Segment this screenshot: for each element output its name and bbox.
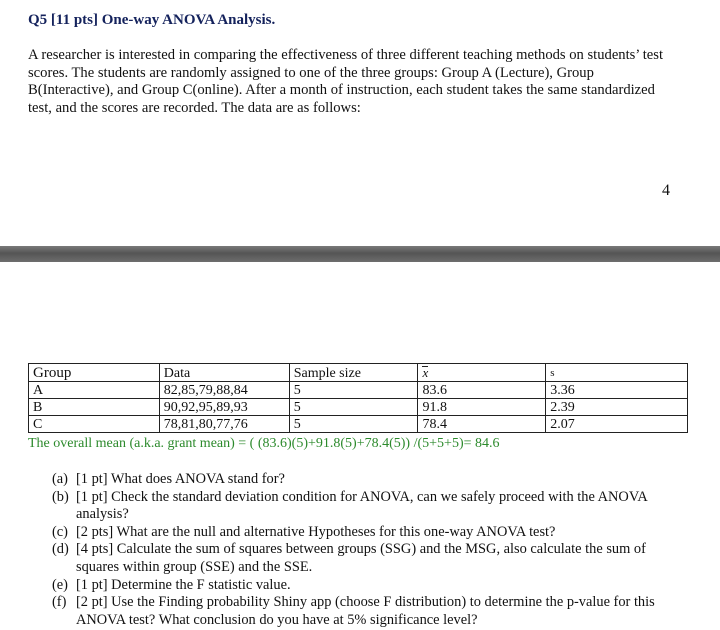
list-item <box>52 577 672 595</box>
intro-paragraph: A researcher is interested in comparing the effectiveness of three different teaching methods on students’ test scores. The students are randomly assigned to one of the three groups: Group A (Lecture), Group B(Interactive), and Group C(online). After a month of instruction, each student takes the same standardized test, and the scores are recorded. The data are as follows: <box>28 47 664 116</box>
cell-sample-size: 5 <box>289 399 418 416</box>
item-marker: (b) <box>52 488 69 505</box>
list-item <box>52 471 672 489</box>
data-table <box>28 363 688 433</box>
cell-sd: 3.36 <box>546 382 688 399</box>
header-data: Data <box>159 364 289 382</box>
header-mean <box>418 364 546 382</box>
cell-sample-size: 5 <box>289 382 418 399</box>
cell-mean: 91.8 <box>418 399 546 416</box>
cell-group: A <box>29 382 160 399</box>
list-item <box>52 489 672 524</box>
cell-mean: 78.4 <box>418 416 546 433</box>
x-bar-symbol: x <box>422 365 429 380</box>
item-marker: (f) <box>52 594 67 611</box>
question-list <box>52 471 672 629</box>
cell-data: 78,81,80,77,76 <box>159 416 289 433</box>
page-number: 4 <box>662 182 670 199</box>
item-text: [1 pt] Determine the F statistic value. <box>76 576 291 593</box>
page-break-divider <box>0 246 720 262</box>
cell-data: 82,85,79,88,84 <box>159 382 289 399</box>
cell-sd: 2.07 <box>546 416 688 433</box>
header-sample-size: Sample size <box>289 364 418 382</box>
item-text: [2 pt] Use the Finding probability Shiny app (choose F distribution) to determine the p-value for this ANOVA test? What conclusion do you have at 5% significance level? <box>76 594 655 628</box>
item-marker: (c) <box>52 523 68 540</box>
item-text: [1 pt] What does ANOVA stand for? <box>76 471 285 487</box>
cell-group: B <box>29 399 160 416</box>
table-row <box>29 416 688 433</box>
item-text: [4 pts] Calculate the sum of squares between groups (SSG) and the MSG, also calculate the sum of squares within group (SSE) and the SSE. <box>76 541 646 575</box>
header-sd <box>546 364 688 382</box>
item-marker: (d) <box>52 541 69 558</box>
table-row <box>29 382 688 399</box>
list-item <box>52 541 672 576</box>
item-marker: (e) <box>52 576 68 593</box>
cell-group: C <box>29 416 160 433</box>
cell-mean: 83.6 <box>418 382 546 399</box>
table-row <box>29 399 688 416</box>
cell-data: 90,92,95,89,93 <box>159 399 289 416</box>
cell-sample-size: 5 <box>289 416 418 433</box>
item-text: [2 pts] What are the null and alternative Hypotheses for this one-way ANOVA test? <box>76 523 556 540</box>
sd-symbol: s <box>550 367 555 379</box>
header-group: Group <box>29 364 160 382</box>
overall-mean-note: The overall mean (a.k.a. grant mean) = ( (83.6)(5)+91.8(5)+78.4(5)) /(5+5+5)= 84.6 <box>28 436 500 451</box>
table-header-row <box>29 364 688 382</box>
question-heading: Q5 [11 pts] One-way ANOVA Analysis. <box>28 12 276 28</box>
item-text: [1 pt] Check the standard deviation condition for ANOVA, can we safely proceed with the ANOVA analysis? <box>76 488 647 523</box>
list-item <box>52 594 672 629</box>
cell-sd: 2.39 <box>546 399 688 416</box>
list-item <box>52 524 672 542</box>
item-marker: (a) <box>52 471 68 487</box>
